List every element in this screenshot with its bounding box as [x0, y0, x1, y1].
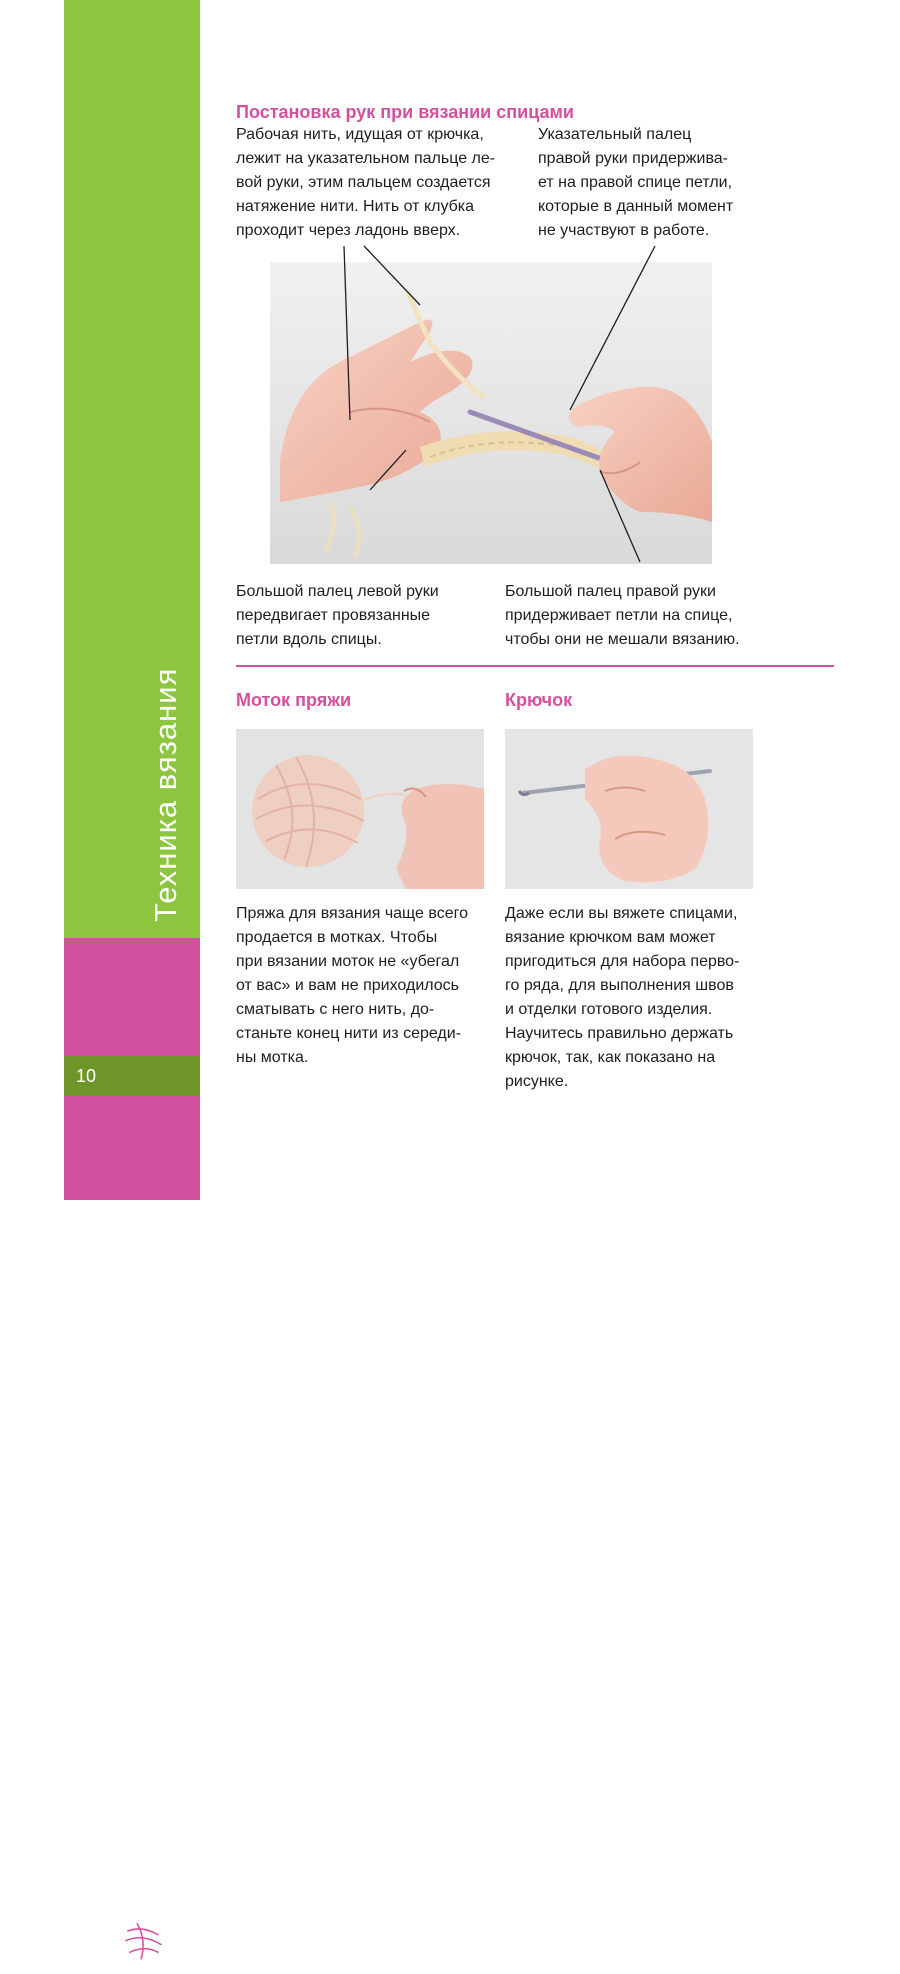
hands-section-title: Постановка рук при вязании спицами [236, 102, 574, 122]
yarn-section-text: Пряжа для вязания чаще всего продается в мотках. Чтобы при вязании моток не «убегал от вас» и вам не приходилось сматывать с него нить, до- станьте конец нити из середи- ны мотка. [236, 905, 468, 1066]
sidebar-pink-band [64, 938, 200, 1056]
sidebar [64, 0, 200, 1200]
section-title: Техника вязания [148, 667, 183, 922]
knitting-hands-photo [270, 262, 712, 564]
hook-section-title: Крючок [505, 690, 573, 710]
sidebar-pink-band-bottom [64, 1096, 200, 1200]
yarn-ball-knitting-needles-icon [100, 1896, 178, 1974]
yarn-section-title: Моток пряжи [236, 690, 352, 710]
caption-top-left: Рабочая нить, идущая от крючка, лежит на указательном пальце ле- вой руки, этим пальцем создается натяжение нити. Нить от клубка проходит через ладонь вверх. [236, 126, 496, 239]
crochet-hook-photo [505, 729, 753, 889]
page-number: 10 [75, 1066, 97, 1086]
section-divider [236, 665, 834, 667]
yarn-ball-photo [236, 729, 484, 889]
hook-section-text: Даже если вы вяжете спицами, вязание крючком вам может пригодиться для набора перво- го ряда, для выполнения швов и отделки готового изделия. Научитесь правильно держать крючок, так, как показано на рисунке. [505, 905, 740, 1090]
caption-bottom-left: Большой палец левой руки передвигает провязанные петли вдоль спицы. [236, 583, 439, 648]
caption-top-right: Указательный палец правой руки придержива- ет на правой спице петли, которые в данный момент не участвуют в работе. [538, 126, 734, 239]
caption-bottom-right: Большой палец правой руки придерживает петли на спице, чтобы они не мешали вязанию. [505, 583, 740, 648]
